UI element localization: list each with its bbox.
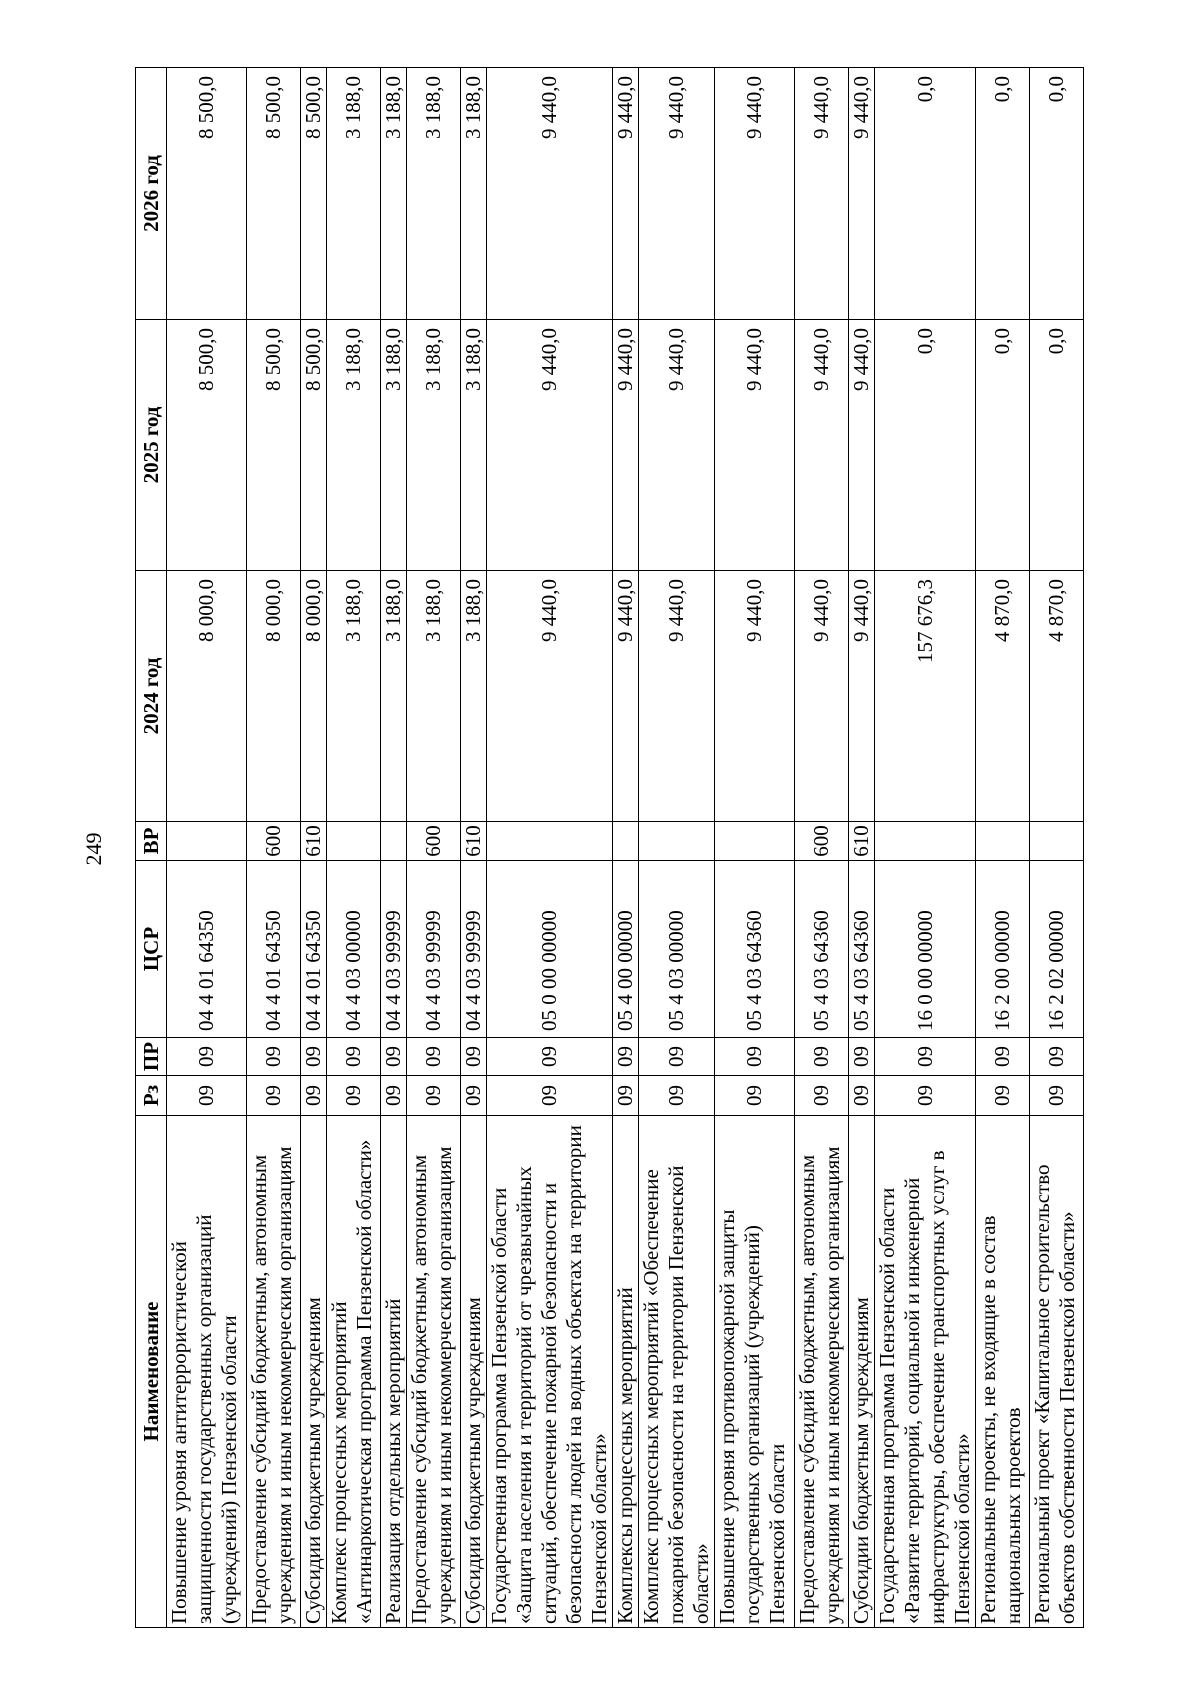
table-row xyxy=(327,68,381,1628)
row-2024: 3 188,0 xyxy=(461,571,487,822)
row-2025: 0,0 xyxy=(1030,320,1084,571)
row-vr xyxy=(381,822,407,861)
row-2026: 8 500,0 xyxy=(301,68,327,320)
row-2024: 9 440,0 xyxy=(639,571,715,822)
rotated-page xyxy=(135,68,1081,1628)
row-vr: 600 xyxy=(247,822,301,861)
row-name: Государственная программа Пензенской области «Развитие территорий, социальной и инженерной инфраструктуры, обеспечение транспортных услуг в Пензенской области» xyxy=(875,1116,976,1628)
row-rz: 09 xyxy=(976,1076,1030,1116)
row-rz: 09 xyxy=(875,1076,976,1116)
row-vr: 610 xyxy=(849,822,875,861)
row-name: Субсидии бюджетным учреждениям xyxy=(849,1116,875,1628)
table-row xyxy=(875,68,976,1628)
row-csr: 05 4 03 64360 xyxy=(715,861,795,1038)
row-vr xyxy=(715,822,795,861)
row-csr: 05 4 03 64360 xyxy=(849,861,875,1038)
row-2024: 8 000,0 xyxy=(247,571,301,822)
row-name: Предоставление субсидий бюджетным, автономным учреждениям и иным некоммерческим организациям xyxy=(407,1116,461,1628)
row-2025: 9 440,0 xyxy=(487,320,613,571)
table-body xyxy=(167,68,1084,1628)
row-2025: 9 440,0 xyxy=(715,320,795,571)
row-pr: 09 xyxy=(461,1038,487,1076)
table-row xyxy=(301,68,327,1628)
row-name: Предоставление субсидий бюджетным, автономным учреждениям и иным некоммерческим организациям xyxy=(247,1116,301,1628)
header-2026: 2026 год xyxy=(136,68,167,320)
row-vr xyxy=(976,822,1030,861)
row-2026: 0,0 xyxy=(875,68,976,320)
header-2024: 2024 год xyxy=(136,571,167,822)
header-vr: ВР xyxy=(136,822,167,861)
row-2024: 9 440,0 xyxy=(795,571,849,822)
row-2026: 3 188,0 xyxy=(407,68,461,320)
row-2026: 0,0 xyxy=(1030,68,1084,320)
table-row xyxy=(639,68,715,1628)
row-pr: 09 xyxy=(795,1038,849,1076)
row-name: Региональный проект «Капитальное строительство объектов собственности Пензенской области» xyxy=(1030,1116,1084,1628)
row-rz: 09 xyxy=(327,1076,381,1116)
row-name: Комплекс процессных мероприятий «Антинаркотическая программа Пензенской области» xyxy=(327,1116,381,1628)
row-2025: 9 440,0 xyxy=(795,320,849,571)
row-rz: 09 xyxy=(639,1076,715,1116)
row-2026: 9 440,0 xyxy=(487,68,613,320)
row-pr: 09 xyxy=(381,1038,407,1076)
row-csr: 04 4 03 00000 xyxy=(327,861,381,1038)
row-2024: 157 676,3 xyxy=(875,571,976,822)
row-2026: 3 188,0 xyxy=(381,68,407,320)
table-row xyxy=(167,68,247,1628)
row-2024: 9 440,0 xyxy=(849,571,875,822)
row-csr: 05 4 03 64360 xyxy=(795,861,849,1038)
row-rz: 09 xyxy=(613,1076,639,1116)
row-2025: 3 188,0 xyxy=(381,320,407,571)
table-row xyxy=(613,68,639,1628)
table-row xyxy=(247,68,301,1628)
table-row xyxy=(487,68,613,1628)
row-pr: 09 xyxy=(167,1038,247,1076)
row-2025: 0,0 xyxy=(875,320,976,571)
row-2025: 8 500,0 xyxy=(167,320,247,571)
row-2026: 9 440,0 xyxy=(715,68,795,320)
row-2025: 9 440,0 xyxy=(849,320,875,571)
row-name: Государственная программа Пензенской области «Защита населения и территорий от чрезвычайных ситуаций, обеспечение пожарной безопасности и безопасности людей на водных объектах на территории Пензенской области» xyxy=(487,1116,613,1628)
row-pr: 09 xyxy=(613,1038,639,1076)
header-2025: 2025 год xyxy=(136,320,167,571)
header-name: Наименование xyxy=(136,1116,167,1628)
table-header-row xyxy=(136,68,167,1628)
row-vr xyxy=(327,822,381,861)
row-name: Повышение уровня противопожарной защиты государственных организаций (учреждений) Пензенской области xyxy=(715,1116,795,1628)
table-row xyxy=(1030,68,1084,1628)
row-pr: 09 xyxy=(327,1038,381,1076)
row-rz: 09 xyxy=(167,1076,247,1116)
row-pr: 09 xyxy=(849,1038,875,1076)
row-2024: 4 870,0 xyxy=(976,571,1030,822)
row-csr: 04 4 03 99999 xyxy=(407,861,461,1038)
row-name: Реализация отдельных мероприятий xyxy=(381,1116,407,1628)
row-csr: 16 2 02 00000 xyxy=(1030,861,1084,1038)
row-2025: 9 440,0 xyxy=(613,320,639,571)
header-csr: ЦСР xyxy=(136,861,167,1038)
row-csr: 16 0 00 00000 xyxy=(875,861,976,1038)
row-csr: 05 0 00 00000 xyxy=(487,861,613,1038)
row-rz: 09 xyxy=(715,1076,795,1116)
row-2026: 3 188,0 xyxy=(327,68,381,320)
row-rz: 09 xyxy=(381,1076,407,1116)
row-vr: 610 xyxy=(461,822,487,861)
row-vr: 600 xyxy=(407,822,461,861)
page-number: 249 xyxy=(81,832,106,866)
table-row xyxy=(795,68,849,1628)
row-2024: 4 870,0 xyxy=(1030,571,1084,822)
row-csr: 04 4 03 99999 xyxy=(461,861,487,1038)
row-vr xyxy=(613,822,639,861)
row-pr: 09 xyxy=(301,1038,327,1076)
header-rz: Рз xyxy=(136,1076,167,1116)
row-pr: 09 xyxy=(715,1038,795,1076)
row-2024: 3 188,0 xyxy=(407,571,461,822)
row-name: Субсидии бюджетным учреждениям xyxy=(301,1116,327,1628)
row-rz: 09 xyxy=(407,1076,461,1116)
row-2024: 3 188,0 xyxy=(381,571,407,822)
row-pr: 09 xyxy=(639,1038,715,1076)
row-2026: 9 440,0 xyxy=(849,68,875,320)
row-rz: 09 xyxy=(461,1076,487,1116)
row-vr xyxy=(167,822,247,861)
row-csr: 04 4 01 64350 xyxy=(247,861,301,1038)
row-2024: 9 440,0 xyxy=(715,571,795,822)
row-2026: 3 188,0 xyxy=(461,68,487,320)
row-vr xyxy=(487,822,613,861)
row-2024: 3 188,0 xyxy=(327,571,381,822)
row-2024: 9 440,0 xyxy=(487,571,613,822)
row-2026: 9 440,0 xyxy=(795,68,849,320)
row-2026: 8 500,0 xyxy=(247,68,301,320)
row-name: Региональные проекты, не входящие в состав национальных проектов xyxy=(976,1116,1030,1628)
row-csr: 16 2 00 00000 xyxy=(976,861,1030,1038)
row-name: Предоставление субсидий бюджетным, автономным учреждениям и иным некоммерческим организациям xyxy=(795,1116,849,1628)
row-vr xyxy=(1030,822,1084,861)
row-vr xyxy=(639,822,715,861)
table-row xyxy=(407,68,461,1628)
row-rz: 09 xyxy=(1030,1076,1084,1116)
row-2026: 0,0 xyxy=(976,68,1030,320)
row-2024: 8 000,0 xyxy=(301,571,327,822)
row-pr: 09 xyxy=(976,1038,1030,1076)
table-row xyxy=(381,68,407,1628)
row-rz: 09 xyxy=(849,1076,875,1116)
row-vr: 610 xyxy=(301,822,327,861)
row-pr: 09 xyxy=(487,1038,613,1076)
row-pr: 09 xyxy=(407,1038,461,1076)
row-2025: 9 440,0 xyxy=(639,320,715,571)
budget-table xyxy=(135,67,1084,1628)
row-2026: 8 500,0 xyxy=(167,68,247,320)
row-2025: 8 500,0 xyxy=(301,320,327,571)
row-pr: 09 xyxy=(1030,1038,1084,1076)
row-name: Субсидии бюджетным учреждениям xyxy=(461,1116,487,1628)
row-2026: 9 440,0 xyxy=(613,68,639,320)
row-rz: 09 xyxy=(795,1076,849,1116)
row-csr: 05 4 03 00000 xyxy=(639,861,715,1038)
row-name: Комплексы процессных мероприятий xyxy=(613,1116,639,1628)
row-csr: 04 4 03 99999 xyxy=(381,861,407,1038)
row-2024: 9 440,0 xyxy=(613,571,639,822)
row-rz: 09 xyxy=(487,1076,613,1116)
row-csr: 04 4 01 64350 xyxy=(301,861,327,1038)
row-2025: 3 188,0 xyxy=(327,320,381,571)
table-row xyxy=(849,68,875,1628)
row-name: Повышение уровня антитеррористической защищенности государственных организаций (учреждений) Пензенской области xyxy=(167,1116,247,1628)
row-vr: 600 xyxy=(795,822,849,861)
row-vr xyxy=(875,822,976,861)
row-pr: 09 xyxy=(875,1038,976,1076)
row-2025: 3 188,0 xyxy=(407,320,461,571)
table-row xyxy=(461,68,487,1628)
row-csr: 05 4 00 00000 xyxy=(613,861,639,1038)
row-rz: 09 xyxy=(301,1076,327,1116)
row-2025: 3 188,0 xyxy=(461,320,487,571)
header-pr: ПР xyxy=(136,1038,167,1076)
table-row xyxy=(976,68,1030,1628)
row-2026: 9 440,0 xyxy=(639,68,715,320)
row-2025: 0,0 xyxy=(976,320,1030,571)
row-2025: 8 500,0 xyxy=(247,320,301,571)
row-csr: 04 4 01 64350 xyxy=(167,861,247,1038)
row-2024: 8 000,0 xyxy=(167,571,247,822)
row-name: Комплекс процессных мероприятий «Обеспечение пожарной безопасности на территории Пензенской области» xyxy=(639,1116,715,1628)
row-rz: 09 xyxy=(247,1076,301,1116)
row-pr: 09 xyxy=(247,1038,301,1076)
table-row xyxy=(715,68,795,1628)
